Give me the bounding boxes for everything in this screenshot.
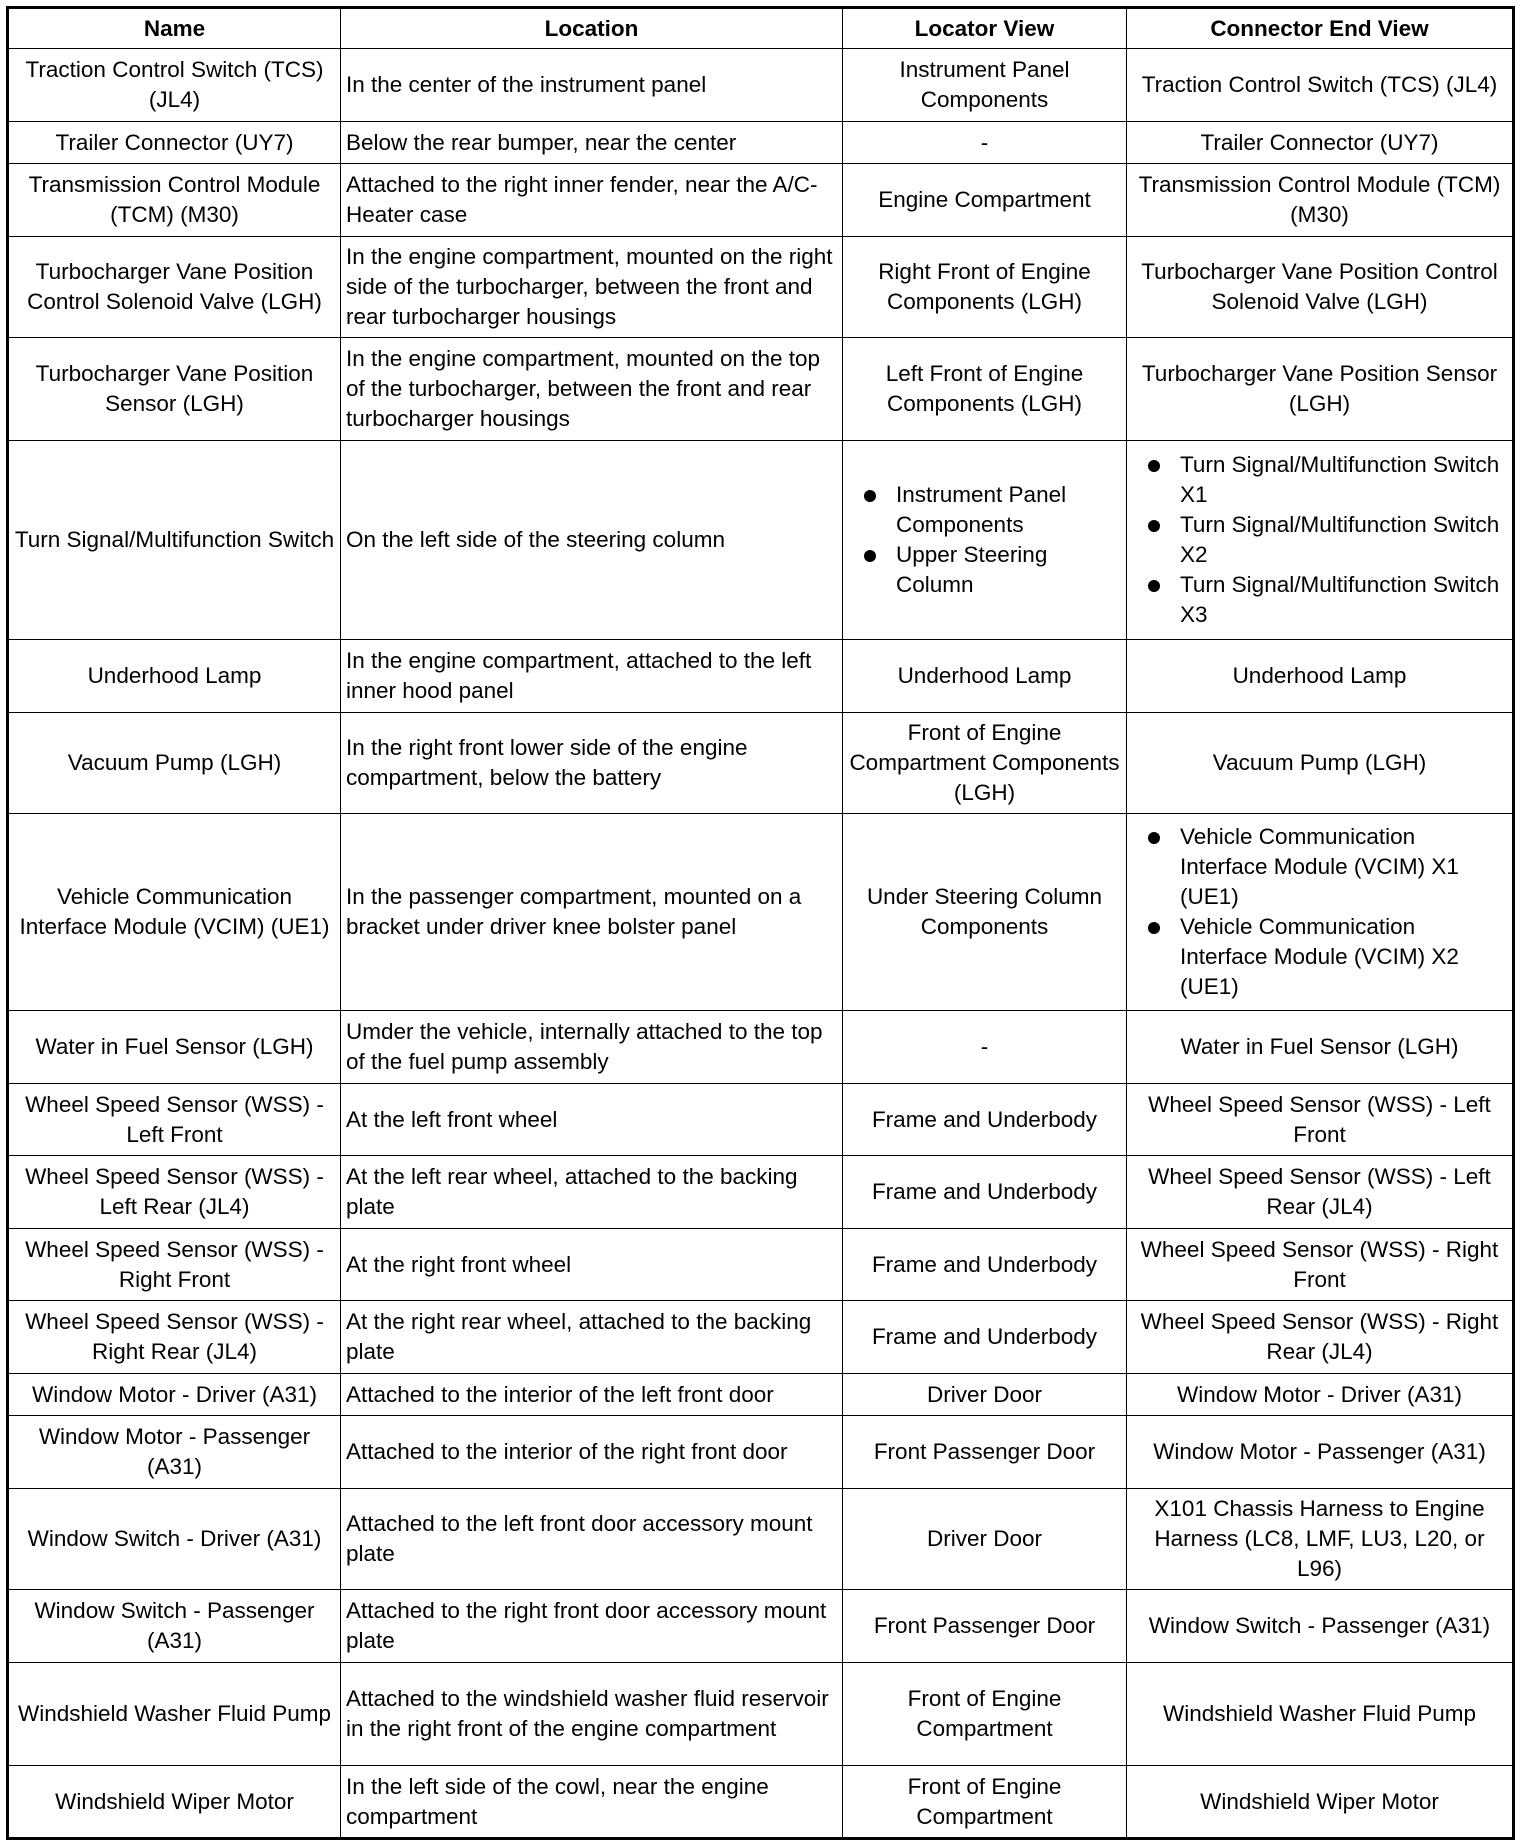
cell-connector-end-view: Vacuum Pump (LGH)	[1127, 713, 1514, 814]
cell-name: Turbocharger Vane Position Sensor (LGH)	[8, 338, 341, 441]
cell-name: Window Motor - Driver (A31)	[8, 1374, 341, 1416]
cell-locator-view: Frame and Underbody	[843, 1156, 1127, 1229]
cell-connector-end-view: Water in Fuel Sensor (LGH)	[1127, 1011, 1514, 1084]
table-row	[8, 237, 1514, 338]
cell-location: On the left side of the steering column	[341, 441, 843, 640]
cell-locator-view: Front of Engine Compartment	[843, 1766, 1127, 1839]
cell-connector-end-view: Traction Control Switch (TCS) (JL4)	[1127, 49, 1514, 122]
cell-location: In the engine compartment, mounted on the top of the turbocharger, between the front and rear turbocharger housings	[341, 338, 843, 441]
table-row	[8, 1084, 1514, 1156]
table-row	[8, 49, 1514, 122]
cell-locator-view: Frame and Underbody	[843, 1229, 1127, 1301]
cell-location: Umder the vehicle, internally attached to the top of the fuel pump assembly	[341, 1011, 843, 1084]
cell-location: Attached to the right inner fender, near the A/C-Heater case	[341, 164, 843, 237]
cell-location: In the left side of the cowl, near the engine compartment	[341, 1766, 843, 1839]
cell-locator-view: Under Steering Column Components	[843, 814, 1127, 1011]
cell-name: Wheel Speed Sensor (WSS) - Right Rear (JL4)	[8, 1301, 341, 1374]
cell-connector-end-view: Underhood Lamp	[1127, 640, 1514, 713]
table-row	[8, 1011, 1514, 1084]
cell-locator-view: Driver Door	[843, 1374, 1127, 1416]
table-row	[8, 1489, 1514, 1590]
cell-locator-view: Frame and Underbody	[843, 1301, 1127, 1374]
table-row	[8, 1663, 1514, 1766]
cell-name: Vehicle Communication Interface Module (VCIM) (UE1)	[8, 814, 341, 1011]
cell-name: Turn Signal/Multifunction Switch	[8, 441, 341, 640]
header-name: Name	[8, 8, 341, 49]
cell-name: Window Switch - Passenger (A31)	[8, 1590, 341, 1663]
header-connector-end-view: Connector End View	[1127, 8, 1514, 49]
table-row	[8, 1301, 1514, 1374]
cell-location: At the left rear wheel, attached to the backing plate	[341, 1156, 843, 1229]
header-locator-view: Locator View	[843, 8, 1127, 49]
cell-name: Windshield Washer Fluid Pump	[8, 1663, 341, 1766]
cell-name: Window Switch - Driver (A31)	[8, 1489, 341, 1590]
cell-name: Trailer Connector (UY7)	[8, 122, 341, 164]
header-row	[8, 8, 1514, 49]
cell-location: Below the rear bumper, near the center	[341, 122, 843, 164]
cell-location: In the engine compartment, attached to the left inner hood panel	[341, 640, 843, 713]
cell-locator-view: Instrument Panel Components	[843, 49, 1127, 122]
cell-name: Windshield Wiper Motor	[8, 1766, 341, 1839]
cell-location: Attached to the windshield washer fluid reservoir in the right front of the engine compartment	[341, 1663, 843, 1766]
table-row	[8, 1416, 1514, 1489]
cell-name: Turbocharger Vane Position Control Solenoid Valve (LGH)	[8, 237, 341, 338]
cell-locator-view: Front Passenger Door	[843, 1416, 1127, 1489]
bullet-item: Vehicle Communication Interface Module (VCIM) X1 (UE1)	[1180, 822, 1507, 912]
cell-location: In the right front lower side of the engine compartment, below the battery	[341, 713, 843, 814]
table-row	[8, 441, 1514, 640]
cell-connector-end-view: Window Motor - Passenger (A31)	[1127, 1416, 1514, 1489]
cell-location: In the engine compartment, mounted on the right side of the turbocharger, between the front and rear turbocharger housings	[341, 237, 843, 338]
table-row	[8, 1590, 1514, 1663]
cell-locator-view	[843, 441, 1127, 640]
cell-connector-end-view: Turbocharger Vane Position Sensor (LGH)	[1127, 338, 1514, 441]
cell-connector-end-view	[1127, 814, 1514, 1011]
table-row	[8, 640, 1514, 713]
cell-name: Window Motor - Passenger (A31)	[8, 1416, 341, 1489]
table-row	[8, 122, 1514, 164]
cell-locator-view: Front of Engine Compartment	[843, 1663, 1127, 1766]
cell-connector-end-view	[1127, 441, 1514, 640]
cell-locator-view: Frame and Underbody	[843, 1084, 1127, 1156]
bullet-list	[848, 480, 1121, 600]
cell-location: Attached to the interior of the left front door	[341, 1374, 843, 1416]
cell-locator-view: -	[843, 122, 1127, 164]
cell-connector-end-view: Wheel Speed Sensor (WSS) - Right Rear (JL4)	[1127, 1301, 1514, 1374]
bullet-item: Turn Signal/Multifunction Switch X3	[1180, 570, 1507, 630]
cell-connector-end-view: Window Switch - Passenger (A31)	[1127, 1590, 1514, 1663]
cell-connector-end-view: Transmission Control Module (TCM) (M30)	[1127, 164, 1514, 237]
cell-name: Water in Fuel Sensor (LGH)	[8, 1011, 341, 1084]
cell-name: Vacuum Pump (LGH)	[8, 713, 341, 814]
cell-connector-end-view: Windshield Wiper Motor	[1127, 1766, 1514, 1839]
cell-name: Wheel Speed Sensor (WSS) - Right Front	[8, 1229, 341, 1301]
cell-connector-end-view: Window Motor - Driver (A31)	[1127, 1374, 1514, 1416]
cell-locator-view: -	[843, 1011, 1127, 1084]
cell-connector-end-view: Windshield Washer Fluid Pump	[1127, 1663, 1514, 1766]
bullet-list	[1132, 450, 1507, 630]
bullet-item: Turn Signal/Multifunction Switch X2	[1180, 510, 1507, 570]
table-row	[8, 1229, 1514, 1301]
cell-location: In the passenger compartment, mounted on a bracket under driver knee bolster panel	[341, 814, 843, 1011]
table-row	[8, 164, 1514, 237]
table-row	[8, 713, 1514, 814]
cell-location: Attached to the right front door accessory mount plate	[341, 1590, 843, 1663]
cell-location: Attached to the interior of the right front door	[341, 1416, 843, 1489]
cell-location: At the right front wheel	[341, 1229, 843, 1301]
table-row	[8, 1766, 1514, 1839]
cell-locator-view: Right Front of Engine Components (LGH)	[843, 237, 1127, 338]
cell-connector-end-view: Turbocharger Vane Position Control Solenoid Valve (LGH)	[1127, 237, 1514, 338]
cell-connector-end-view: Trailer Connector (UY7)	[1127, 122, 1514, 164]
cell-location: At the right rear wheel, attached to the backing plate	[341, 1301, 843, 1374]
cell-connector-end-view: X101 Chassis Harness to Engine Harness (LC8, LMF, LU3, L20, or L96)	[1127, 1489, 1514, 1590]
cell-locator-view: Underhood Lamp	[843, 640, 1127, 713]
table-row	[8, 338, 1514, 441]
cell-locator-view: Front Passenger Door	[843, 1590, 1127, 1663]
header-location: Location	[341, 8, 843, 49]
table-row	[8, 1374, 1514, 1416]
cell-location: In the center of the instrument panel	[341, 49, 843, 122]
cell-name: Traction Control Switch (TCS) (JL4)	[8, 49, 341, 122]
cell-name: Underhood Lamp	[8, 640, 341, 713]
table-row	[8, 1156, 1514, 1229]
cell-location: At the left front wheel	[341, 1084, 843, 1156]
bullet-item: Instrument Panel Components	[896, 480, 1121, 540]
cell-locator-view: Front of Engine Compartment Components (LGH)	[843, 713, 1127, 814]
table-row	[8, 814, 1514, 1011]
bullet-list	[1132, 822, 1507, 1002]
cell-name: Transmission Control Module (TCM) (M30)	[8, 164, 341, 237]
cell-locator-view: Left Front of Engine Components (LGH)	[843, 338, 1127, 441]
cell-location: Attached to the left front door accessory mount plate	[341, 1489, 843, 1590]
cell-locator-view: Driver Door	[843, 1489, 1127, 1590]
bullet-item: Upper Steering Column	[896, 540, 1121, 600]
bullet-item: Vehicle Communication Interface Module (VCIM) X2 (UE1)	[1180, 912, 1507, 1002]
component-locator-table	[6, 6, 1515, 1840]
cell-name: Wheel Speed Sensor (WSS) - Left Front	[8, 1084, 341, 1156]
cell-connector-end-view: Wheel Speed Sensor (WSS) - Left Rear (JL4)	[1127, 1156, 1514, 1229]
cell-connector-end-view: Wheel Speed Sensor (WSS) - Left Front	[1127, 1084, 1514, 1156]
bullet-item: Turn Signal/Multifunction Switch X1	[1180, 450, 1507, 510]
cell-name: Wheel Speed Sensor (WSS) - Left Rear (JL4)	[8, 1156, 341, 1229]
cell-connector-end-view: Wheel Speed Sensor (WSS) - Right Front	[1127, 1229, 1514, 1301]
cell-locator-view: Engine Compartment	[843, 164, 1127, 237]
